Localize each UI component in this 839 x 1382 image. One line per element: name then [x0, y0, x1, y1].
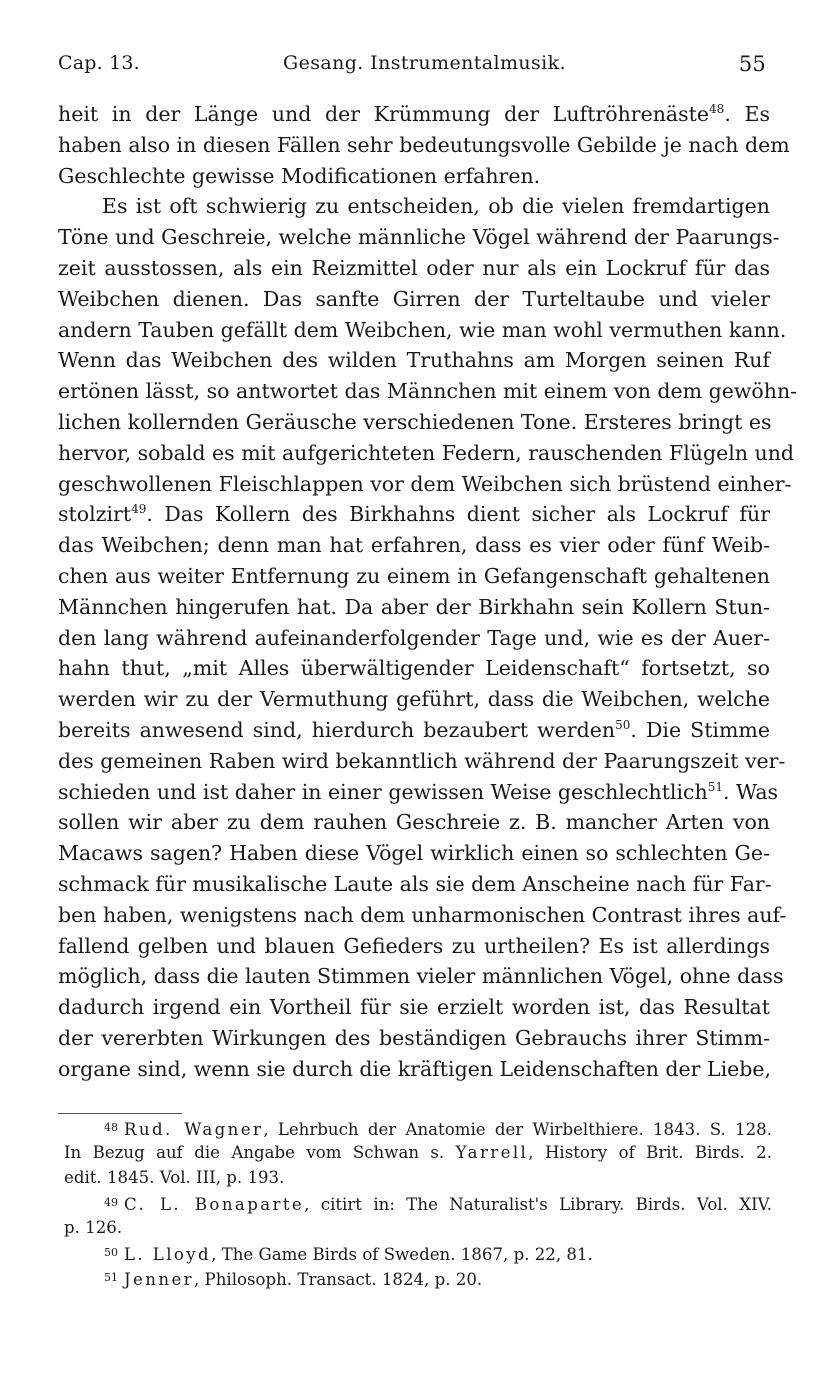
body-text-run: organe sind, wenn sie durch die kräftigen Leidenschaften der Liebe, — [58, 1056, 772, 1081]
footnote-author: Rud. Wagner — [124, 1120, 264, 1139]
footnote-ref: 51 — [707, 779, 724, 794]
footnote-text: In Bezug auf die Angabe vom Schwan s. — [64, 1143, 456, 1162]
body-line — [58, 961, 784, 992]
body-line — [58, 284, 770, 315]
body-text-run: dadurch irgend ein Vortheil für sie erzielt worden ist, das Resultat — [58, 995, 770, 1020]
body-text-run: stolzirt — [58, 502, 132, 527]
footnote-author: Yarrell — [455, 1143, 529, 1162]
footnote-text: , History of Brit. Birds. 2. — [528, 1143, 772, 1162]
footnote-number: 50 — [104, 1246, 118, 1259]
body-line — [58, 777, 779, 808]
body-text-run: Geschlechte gewisse Modificationen erfahren. — [58, 163, 541, 188]
footnote-51-line-1 — [64, 1265, 772, 1290]
body-text-run: . Das Kollern des Birkhahns dient sicher als Lockruf für — [146, 502, 770, 527]
footnote-48-line-3: edit. 1845. Vol. III, p. 193. — [64, 1168, 285, 1187]
body-line — [58, 838, 770, 869]
footnote-48-line-2 — [64, 1140, 772, 1165]
body-text-run: ertönen lässt, so antwortet das Männchen mit einem von dem gewöhn- — [58, 379, 798, 404]
body-text-run: werden wir zu der Vermuthung geführt, dass die Weibchen, welche — [58, 687, 770, 712]
body-text-run: . Es — [724, 102, 770, 126]
body-line — [58, 161, 770, 192]
body-line — [58, 807, 770, 838]
body-text-run: sollen wir aber zu dem rauhen Geschreie z. B. mancher Arten von — [58, 810, 770, 835]
body-text-run: hervor, sobald es mit aufgerichteten Federn, rauschenden Flügeln und — [58, 440, 795, 465]
body-text-run: möglich, dass die lauten Stimmen vieler männlichen Vögel, ohne dass — [58, 964, 784, 989]
body-text-run: geschwollenen Fleischlappen vor dem Weibchen sich brüstend einher- — [58, 471, 792, 496]
footnote-ref: 49 — [131, 502, 147, 517]
body-text-run: heit in der Länge und der Krümmung der Luftröhrenäste — [58, 102, 710, 126]
body-line — [58, 869, 770, 900]
body-line — [58, 438, 795, 469]
body-text-run: . Was — [723, 779, 779, 804]
page-number: 55 — [738, 52, 766, 76]
body-text-run: Wenn das Weibchen des wilden Truthahns am Morgen seinen Ruf — [58, 348, 770, 373]
body-line — [58, 653, 770, 684]
body-text-run: zeit ausstossen, als ein Reizmittel oder nur als ein Lockruf für das — [58, 255, 770, 280]
body-text-run: der vererbten Wirkungen des beständigen Gebrauchs ihrer Stimm- — [58, 1025, 770, 1050]
body-text-run: lichen kollernden Geräusche verschiedenen Tone. Ersteres bringt es — [58, 409, 772, 434]
body-line — [58, 315, 787, 346]
body-line — [58, 900, 787, 931]
body-text-run: Töne und Geschreie, welche männliche Vögel während der Paarungs- — [58, 225, 780, 250]
footnote-49-line-1 — [64, 1190, 772, 1215]
body-text-run: andern Tauben gefällt dem Weibchen, wie man wohl vermuthen kann. — [58, 317, 787, 342]
footnote-author: L. Lloyd — [124, 1245, 212, 1264]
footnote-50-line-1 — [64, 1240, 772, 1265]
footnote-ref: 48 — [709, 102, 725, 116]
body-text-run: des gemeinen Raben wird bekanntlich während der Paarungszeit ver- — [58, 748, 786, 773]
footnote-author: Jenner — [124, 1270, 194, 1289]
footnote-number: 49 — [104, 1196, 118, 1209]
body-text-run: Männchen hingerufen hat. Da aber der Birkhahn sein Kollern Stun- — [58, 594, 770, 619]
footnote-text: , The Game Birds of Sweden. 1867, p. 22, 81. — [211, 1245, 593, 1264]
body-text-run: ben haben, wenigstens nach dem unharmonischen Contrast ihres auf- — [58, 902, 787, 927]
body-text-run: den lang während aufeinanderfolgender Tage und, wie es der Auer- — [58, 625, 770, 650]
body-line — [58, 623, 770, 654]
body-line — [58, 222, 780, 253]
body-line — [58, 499, 770, 530]
body-text-run: fallend gelben und blauen Gefieders zu urtheilen? Es ist allerdings — [58, 933, 770, 958]
body-text — [58, 99, 798, 1085]
body-line — [58, 561, 770, 592]
body-text-run: hahn thut, „mit Alles überwältigender Leidenschaft“ fortsetzt, so — [58, 656, 770, 681]
body-text-run: bereits anwesend sind, hierdurch bezaubert werden — [58, 717, 616, 742]
body-line — [58, 345, 770, 376]
body-line — [58, 715, 770, 746]
footnote-text: , Philosoph. Transact. 1824, p. 20. — [194, 1270, 483, 1289]
body-text-run: chen aus weiter Entfernung zu einem in Gefangenschaft gehaltenen — [58, 563, 770, 588]
body-text-run: Weibchen dienen. Das sanfte Girren der Turteltaube und vieler — [58, 286, 770, 311]
running-header — [58, 52, 770, 82]
footnote-number: 48 — [104, 1121, 118, 1134]
body-text-run: Es ist oft schwierig zu entscheiden, ob die vielen fremdartigen — [102, 194, 770, 219]
footnote-text: , Lehrbuch der Anatomie der Wirbelthiere. 1843. S. 128. — [263, 1120, 772, 1139]
body-text-run: das Weibchen; denn man hat erfahren, dass es vier oder fünf Weib- — [58, 533, 770, 558]
body-text-run: haben also in diesen Fällen sehr bedeutungsvolle Gebilde je nach dem — [58, 132, 790, 157]
footnote-author: C. L. Bonaparte — [124, 1195, 305, 1214]
body-line — [58, 746, 786, 777]
chapter-label: Cap. 13. — [58, 52, 140, 74]
footnote-text: , citirt in: The Naturalist's Library. Birds. Vol. XIV. — [304, 1195, 772, 1214]
footnote-ref: 50 — [615, 717, 631, 732]
body-line — [58, 530, 770, 561]
body-line — [58, 253, 770, 284]
body-line — [58, 992, 770, 1023]
body-line — [58, 469, 792, 500]
body-line — [58, 1054, 770, 1085]
body-line — [58, 376, 798, 407]
body-text-run: schmack für musikalische Laute als sie dem Anscheine nach für Far- — [58, 871, 772, 896]
body-line — [58, 684, 770, 715]
body-line — [58, 130, 790, 161]
footnote-49-line-2: p. 126. — [64, 1218, 123, 1237]
footnote-divider — [58, 1113, 182, 1114]
footnote-48-line-1 — [64, 1115, 772, 1140]
body-text-run: Macaws sagen? Haben diese Vögel wirklich einen so schlechten Ge- — [58, 841, 770, 866]
body-line — [58, 1023, 770, 1054]
chapter-title: Gesang. Instrumentalmusik. — [283, 52, 566, 74]
body-line — [58, 931, 770, 962]
body-text-run: . Die Stimme — [630, 717, 770, 742]
body-line — [58, 407, 770, 438]
footnote-number: 51 — [104, 1271, 118, 1284]
body-text-run: schieden und ist daher in einer gewissen Weise geschlechtlich — [58, 779, 708, 804]
body-line — [58, 99, 770, 130]
body-line — [58, 191, 770, 222]
footnotes — [64, 1115, 772, 1290]
body-line — [58, 592, 770, 623]
